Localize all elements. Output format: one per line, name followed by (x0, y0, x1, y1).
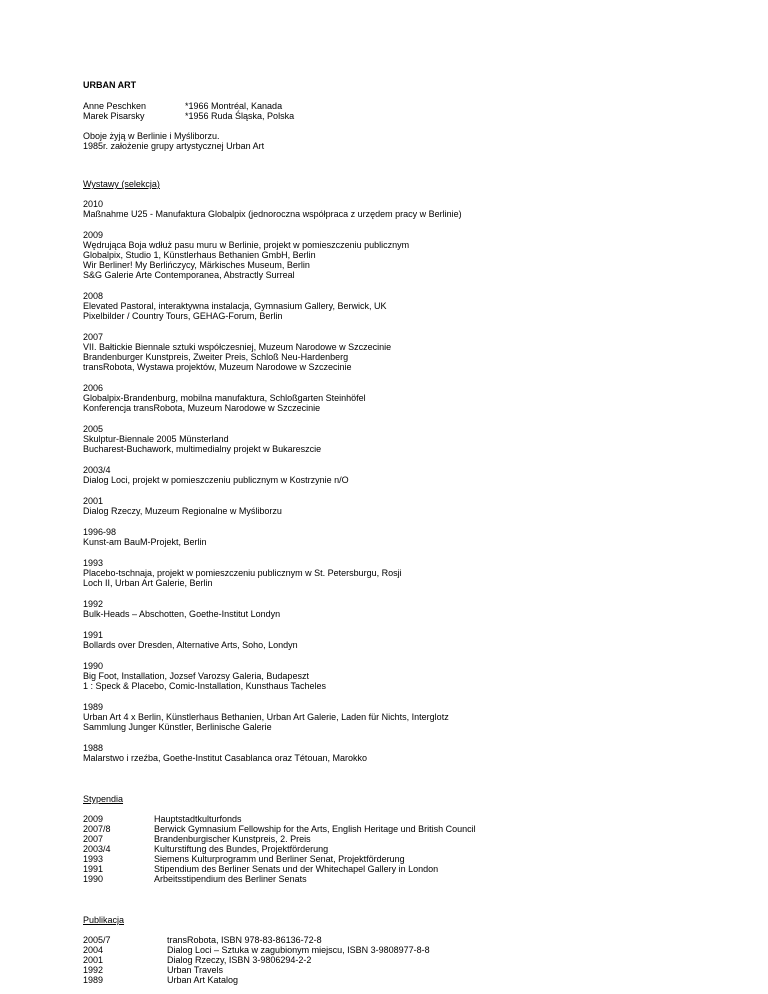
exhibition-line: Brandenburger Kunstpreis, Zweiter Preis, Schloß Neu-Hardenberg (83, 352, 349, 362)
artist-name: Marek Pisarsky (83, 111, 145, 121)
publication-text: Urban Travels (167, 965, 224, 975)
exhibitions-heading: Wystawy (selekcja) (83, 179, 160, 189)
exhibition-year: 1996-98 (83, 527, 117, 537)
exhibition-entry (83, 291, 768, 321)
exhibitions-list (83, 199, 768, 763)
scholarship-year: 1991 (83, 864, 104, 874)
scholarship-year: 2009 (83, 814, 104, 824)
scholarship-text: Berwick Gymnasium Fellowship for the Arts, English Heritage und British Council (154, 824, 476, 834)
exhibition-entry (83, 465, 768, 485)
scholarship-text: Stipendium des Berliner Senats und der Whitechapel Gallery in London (154, 864, 439, 874)
publication-year: 2005/7 (83, 935, 111, 945)
exhibition-line: Maßnahme U25 - Manufaktura Globalpix (jednoroczna współpraca z urzędem pracy w Berlinie) (83, 209, 462, 219)
artist-name: Anne Peschken (83, 101, 147, 111)
scholarship-text: Brandenburgischer Kunstpreis, 2. Preis (154, 834, 311, 844)
exhibition-line: Dialog Rzeczy, Muzeum Regionalne w Myśliborzu (83, 506, 282, 516)
exhibition-entry (83, 332, 768, 372)
intro-line: 1985r. założenie grupy artystycznej Urban Art (83, 141, 265, 151)
publication-text: Urban Art Katalog (167, 975, 239, 985)
exhibition-line: Wir Berliner! My Berlińczycy, Märkisches Museum, Berlin (83, 260, 310, 270)
exhibition-entry (83, 527, 768, 547)
exhibition-line: Wędrująca Boja wdłuż pasu muru w Berlinie, projekt w pomieszczeniu publicznym (83, 240, 410, 250)
exhibition-line: Big Foot, Installation, Jozsef Varozsy Galeria, Budapeszt (83, 671, 309, 681)
exhibition-year: 1988 (83, 743, 104, 753)
scholarship-year: 2003/4 (83, 844, 111, 854)
scholarship-year: 2007 (83, 834, 104, 844)
scholarship-year: 1990 (83, 874, 104, 884)
publication-text: Dialog Loci – Sztuka w zagubionym miejscu, ISBN 3-9808977-8-8 (167, 945, 430, 955)
exhibition-line: Sammlung Junger Künstler, Berlinische Galerie (83, 722, 272, 732)
exhibition-line: Dialog Loci, projekt w pomieszczeniu publicznym w Kostrzynie n/O (83, 475, 349, 485)
exhibition-year: 2010 (83, 199, 104, 209)
artist-info: *1966 Montréal, Kanada (185, 101, 283, 111)
scholarship-year: 2007/8 (83, 824, 111, 834)
intro-paragraph (83, 131, 768, 151)
publication-text: transRobota, ISBN 978-83-86136-72-8 (167, 935, 322, 945)
document-title: URBAN ART (83, 80, 137, 90)
exhibition-year: 2008 (83, 291, 104, 301)
exhibition-line: Loch II, Urban Art Galerie, Berlin (83, 578, 213, 588)
exhibition-entry (83, 199, 768, 219)
artist-info: *1956 Ruda Śląska, Polska (185, 111, 295, 121)
exhibition-year: 2009 (83, 230, 104, 240)
publications-table (83, 935, 768, 985)
exhibition-line: Globalpix-Brandenburg, mobilna manufaktura, Schloßgarten Steinhöfel (83, 393, 366, 403)
exhibition-year: 1992 (83, 599, 104, 609)
exhibition-line: Placebo-tschnaja, projekt w pomieszczeniu publicznym w St. Petersburgu, Rosji (83, 568, 402, 578)
exhibition-line: Konferencja transRobota, Muzeum Narodowe w Szczecinie (83, 403, 321, 413)
scholarship-text: Hauptstadtkulturfonds (154, 814, 242, 824)
exhibition-year: 2005 (83, 424, 104, 434)
scholarship-text: Siemens Kulturprogramm und Berliner Senat, Projektförderung (154, 854, 405, 864)
exhibition-year: 1989 (83, 702, 104, 712)
scholarships-table (83, 814, 768, 884)
exhibition-entry (83, 743, 768, 763)
exhibition-line: 1 : Speck & Placebo, Comic-Installation, Kunsthaus Tacheles (83, 681, 326, 691)
scholarships-heading: Stypendia (83, 794, 124, 804)
exhibition-entry (83, 230, 768, 280)
exhibition-entry (83, 630, 768, 650)
exhibition-year: 2001 (83, 496, 104, 506)
exhibition-line: Globalpix, Studio 1, Künstlerhaus Bethanien GmbH, Berlin (83, 250, 316, 260)
publication-text: Dialog Rzeczy, ISBN 3-9806294-2-2 (167, 955, 312, 965)
exhibition-line: Malarstwo i rzeźba, Goethe-Institut Casablanca oraz Tétouan, Marokko (83, 753, 367, 763)
exhibition-year: 1991 (83, 630, 104, 640)
exhibition-entry (83, 661, 768, 691)
publications-heading: Publikacja (83, 915, 125, 925)
publication-year: 2004 (83, 945, 104, 955)
exhibition-entry (83, 558, 768, 588)
exhibition-line: Elevated Pastoral, interaktywna instalacja, Gymnasium Gallery, Berwick, UK (83, 301, 387, 311)
publication-year: 1992 (83, 965, 104, 975)
exhibition-line: Pixelbilder / Country Tours, GEHAG-Forum, Berlin (83, 311, 283, 321)
exhibition-line: Urban Art 4 x Berlin, Künstlerhaus Bethanien, Urban Art Galerie, Laden für Nichts, Interglotz (83, 712, 449, 722)
scholarship-text: Arbeitsstipendium des Berliner Senats (154, 874, 307, 884)
exhibition-line: S&G Galerie Arte Contemporanea, Abstractly Surreal (83, 270, 295, 280)
exhibition-line: transRobota, Wystawa projektów, Muzeum Narodowe w Szczecinie (83, 362, 352, 372)
exhibition-line: Skulptur-Biennale 2005 Münsterland (83, 434, 229, 444)
publication-year: 2001 (83, 955, 104, 965)
exhibition-entry (83, 599, 768, 619)
exhibition-year: 1990 (83, 661, 104, 671)
exhibition-line: Bucharest-Buchawork, multimedialny projekt w Bukareszcie (83, 444, 322, 454)
exhibition-entry (83, 383, 768, 413)
exhibition-year: 2007 (83, 332, 104, 342)
intro-line: Oboje żyją w Berlinie i Myśliborzu. (83, 131, 220, 141)
publication-year: 1989 (83, 975, 104, 985)
scholarship-year: 1993 (83, 854, 104, 864)
exhibition-entry (83, 496, 768, 516)
exhibition-line: Bollards over Dresden, Alternative Arts, Soho, Londyn (83, 640, 298, 650)
exhibition-entry (83, 702, 768, 732)
exhibition-entry (83, 424, 768, 454)
exhibition-line: VII. Bałtickie Biennale sztuki współczesniej, Muzeum Narodowe w Szczecinie (83, 342, 392, 352)
exhibition-line: Kunst-am BauM-Projekt, Berlin (83, 537, 207, 547)
exhibition-year: 2006 (83, 383, 104, 393)
artists-list (83, 101, 768, 121)
scholarship-text: Kulturstiftung des Bundes, Projektförderung (154, 844, 329, 854)
exhibition-year: 2003/4 (83, 465, 111, 475)
exhibition-year: 1993 (83, 558, 104, 568)
exhibition-line: Bulk-Heads – Abschotten, Goethe-Institut Londyn (83, 609, 281, 619)
